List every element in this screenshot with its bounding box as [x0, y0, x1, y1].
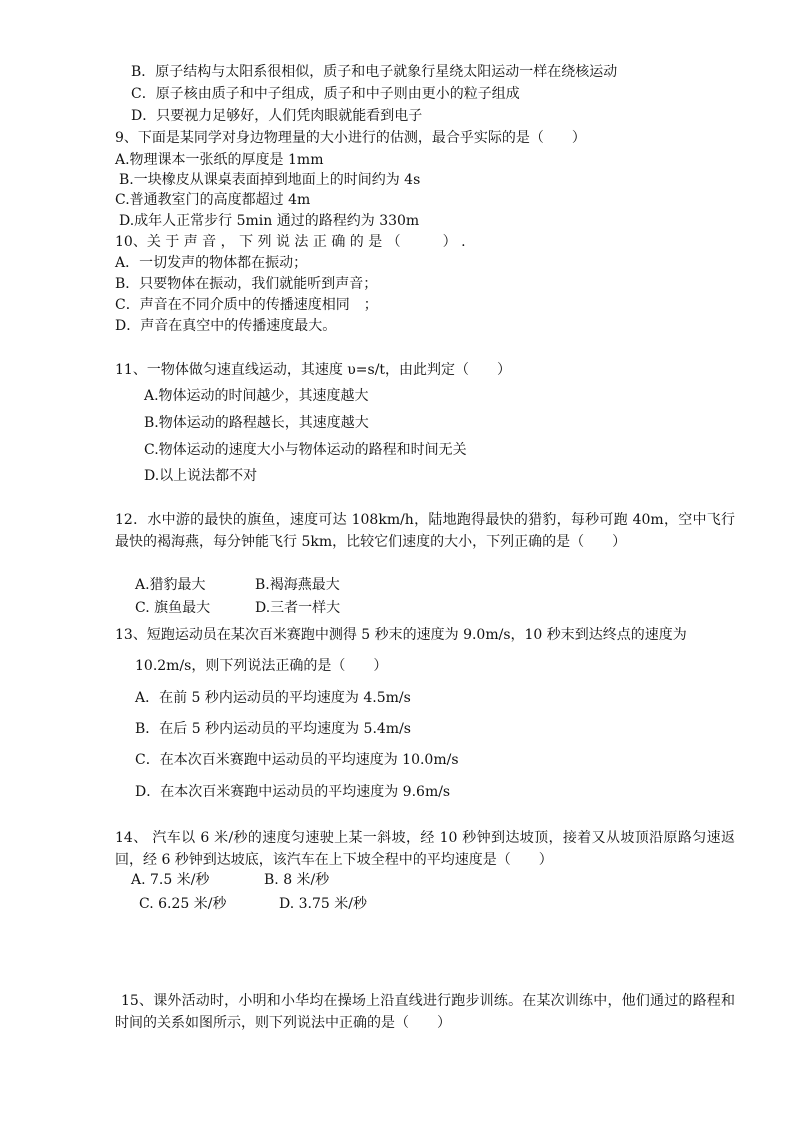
q11-option-a: A.物体运动的时间越少，其速度越大 [144, 388, 369, 404]
q13-option-d: D．在本次百米赛跑中运动员的平均速度为 9.6m/s [135, 784, 451, 800]
q13-option-b: B．在后 5 秒内运动员的平均速度为 5.4m/s [135, 721, 411, 737]
q14-option-d: D. 3.75 米/秒 [279, 896, 367, 912]
q10-option-c: C．声音在不同介质中的传播速度相同 ； [115, 297, 378, 313]
q14-option-a: A. 7.5 米/秒 [131, 872, 210, 888]
q9-option-d: D.成年人正常步行 5min 通过的路程约为 330m [119, 213, 420, 229]
q11-option-c: C.物体运动的速度大小与物体运动的路程和时间无关 [144, 442, 467, 458]
q14-option-c: C. 6.25 米/秒 [139, 896, 227, 912]
q14-option-b: B. 8 米/秒 [264, 872, 330, 888]
q8-option-c: C．原子核由质子和中子组成，质子和中子则由更小的粒子组成 [131, 86, 520, 102]
q11-option-b: B.物体运动的路程越长，其速度越大 [144, 415, 369, 431]
q9-option-a: A.物理课本一张纸的厚度是 1mm [115, 152, 324, 168]
q11-option-d: D.以上说法都不对 [144, 468, 258, 484]
q12-option-c: C. 旗鱼最大 [135, 600, 211, 616]
q12-option-b: B.褐海燕最大 [255, 577, 340, 593]
q12-option-a: A.猎豹最大 [135, 577, 206, 593]
q12-option-d: D.三者一样大 [255, 600, 341, 616]
q15-stem: 15、课外活动时，小明和小华均在操场上沿直线进行跑步训练。在某次训练中，他们通过的路程和时间的关系如图所示，则下列说法中正确的是（ ） [115, 993, 735, 1031]
q10-option-d: D．声音在真空中的传播速度最大。 [115, 318, 337, 334]
q10-stem: 10、关 于 声 音 ， 下 列 说 法 正 确 的 是 （ ） . [115, 234, 466, 250]
q13-stem-line1: 13、短跑运动员在某次百米赛跑中测得 5 秒末的速度为 9.0m/s，10 秒末到达终点的速度为 [115, 627, 687, 643]
q8-option-b: B．原子结构与太阳系很相似，质子和电子就象行星绕太阳运动一样在绕核运动 [131, 64, 618, 80]
q13-option-c: C．在本次百米赛跑中运动员的平均速度为 10.0m/s [135, 752, 459, 768]
q12-stem: 12．水中游的最快的旗鱼，速度可达 108km/h，陆地跑得最快的猎豹，每秒可跑 40m，空中飞行最快的褐海燕，每分钟能飞行 5km，比较它们速度的大小，下列正确的是（ ） [115, 512, 735, 550]
q11-stem: 11、一物体做匀速直线运动，其速度 υ=s/t，由此判定（ ） [115, 362, 512, 378]
q8-option-d: D．只要视力足够好，人们凭肉眼就能看到电子 [131, 108, 423, 124]
q10-option-a: A．一切发声的物体都在振动； [115, 255, 308, 271]
q9-stem: 9、下面是某同学对身边物理量的大小进行的估测，最合乎实际的是（ ） [115, 130, 586, 146]
q14-stem: 14、 汽车以 6 米/秒的速度匀速驶上某一斜坡，经 10 秒钟到达坡顶，接着又从坡顶沿原路匀速返回，经 6 秒钟到达坡底，该汽车在上下坡全程中的平均速度是（ ） [115, 830, 735, 868]
q9-option-c: C.普通教室门的高度都超过 4m [115, 192, 311, 208]
q13-stem-line2: 10.2m/s，则下列说法正确的是（ ） [135, 658, 388, 674]
q13-option-a: A．在前 5 秒内运动员的平均速度为 4.5m/s [135, 690, 411, 706]
q9-option-b: B.一块橡皮从课桌表面掉到地面上的时间约为 4s [119, 172, 421, 188]
q10-option-b: B．只要物体在振动，我们就能听到声音； [115, 276, 378, 292]
